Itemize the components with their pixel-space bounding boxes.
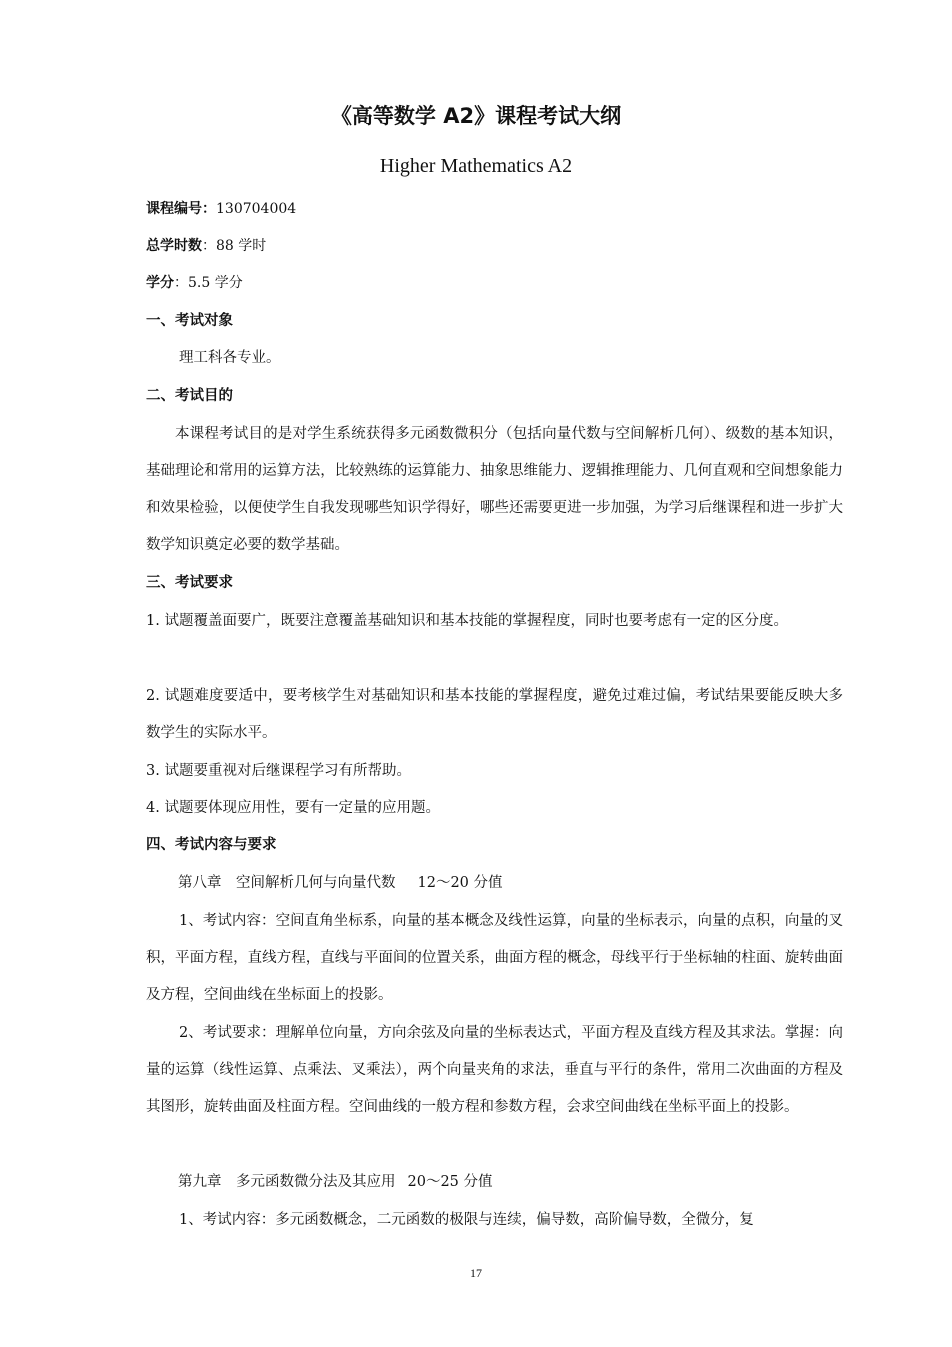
requirement-item-1: 1. 试题覆盖面要广，既要注意覆盖基础知识和基本技能的掌握程度，同时也要考虑有一定的区分度。 <box>146 613 788 629</box>
total-hours-label: 总学时数 <box>146 238 202 254</box>
chapter-9-score: 20～25 分值 <box>407 1174 493 1190</box>
section-heading-2: 二、考试目的 <box>146 388 233 404</box>
document-subtitle: Higher Mathematics A2 <box>379 155 573 177</box>
total-hours-line <box>146 228 846 265</box>
requirement-item-2: 2. 试题难度要适中，要考核学生对基础知识和基本技能的掌握程度，避免过难过偏，考试结果要能反映大多数学生的实际水平。 <box>146 688 843 741</box>
chapter-8-score: 12～20 分值 <box>417 875 503 891</box>
chapter-8-content: 1、考试内容：空间直角坐标系，向量的基本概念及线性运算，向量的坐标表示，向量的点积，向量的叉积，平面方程，直线方程，直线与平面间的位置关系，曲面方程的概念，母线平行于坐标轴的柱面、旋转曲面及方程，空间曲线在坐标面上的投影。 <box>146 913 843 1003</box>
course-code-line <box>146 191 846 228</box>
document-title: 《高等数学 A2》课程考试大纲 <box>330 104 622 128</box>
chapter-9-heading <box>178 1164 878 1201</box>
page-number: 17 <box>470 1266 482 1280</box>
course-code-value: 130704004 <box>216 201 297 217</box>
section-heading-3: 三、考试要求 <box>146 575 233 591</box>
chapter-8-heading <box>178 865 878 902</box>
credits-label: 学分 <box>146 275 174 291</box>
section-2-text: 本课程考试目的是对学生系统获得多元函数微积分（包括向量代数与空间解析几何）、级数的基本知识，基础理论和常用的运算方法，比较熟练的运算能力、抽象思维能力、逻辑推理能力、几何直观和空间想象能力和效果检验，以便使学生自我发现哪些知识学得好，哪些还需要更进一步加强，为学习后继课程和进一步扩大数学知识奠定必要的数学基础。 <box>146 426 843 553</box>
section-1-text: 理工科各专业。 <box>179 350 281 366</box>
total-hours-value: ：88 学时 <box>202 238 267 254</box>
chapter-8-title: 第八章 空间解析几何与向量代数 <box>178 875 396 891</box>
requirement-item-3: 3. 试题要重视对后继课程学习有所帮助。 <box>146 763 411 779</box>
credits-value: ：5.5 学分 <box>174 275 243 291</box>
chapter-9-content: 1、考试内容：多元函数概念，二元函数的极限与连续，偏导数，高阶偏导数，全微分，复 <box>179 1212 754 1228</box>
section-heading-1: 一、考试对象 <box>146 313 233 329</box>
chapter-8-requirements: 2、考试要求：理解单位向量，方向余弦及向量的坐标表达式，平面方程及直线方程及其求法。掌握：向量的运算（线性运算、点乘法、叉乘法），两个向量夹角的求法，垂直与平行的条件，常用二次曲面的方程及其图形，旋转曲面及柱面方程。空间曲线的一般方程和参数方程，会求空间曲线在坐标平面上的投影。 <box>146 1025 843 1115</box>
requirement-item-4: 4. 试题要体现应用性，要有一定量的应用题。 <box>146 800 440 816</box>
section-heading-4: 四、考试内容与要求 <box>146 837 277 853</box>
course-code-label: 课程编号： <box>146 201 216 217</box>
credits-line <box>146 265 846 302</box>
chapter-9-title: 第九章 多元函数微分法及其应用 <box>178 1174 396 1190</box>
